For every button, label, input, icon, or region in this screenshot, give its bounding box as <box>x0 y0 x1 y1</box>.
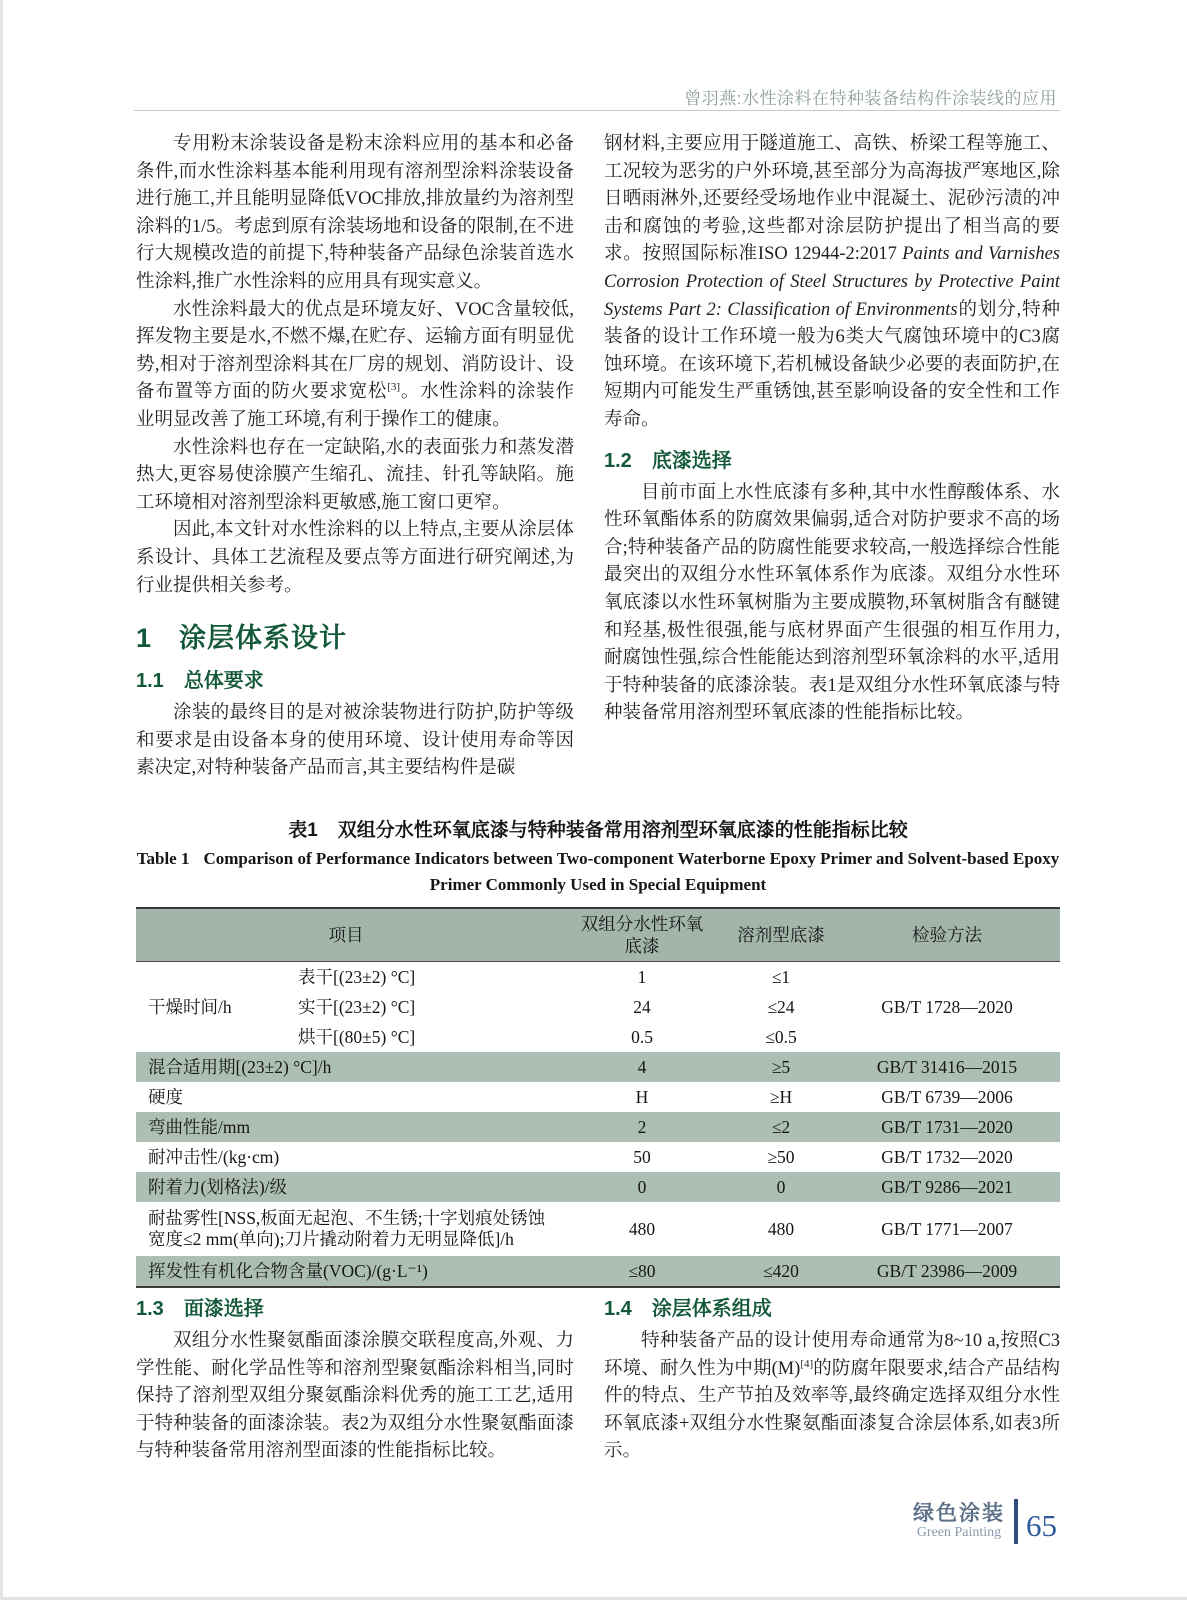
paragraph <box>136 297 574 435</box>
header-rule <box>134 110 1060 111</box>
table-caption-zh <box>136 818 1060 843</box>
section-number: 1.1 <box>136 670 164 693</box>
cell-item: 附着力(划格法)/级 <box>148 1177 288 1197</box>
cell-waterborne: 480 <box>628 1219 656 1239</box>
cell-item: 弯曲性能/mm <box>148 1117 251 1137</box>
bottom-two-columns <box>136 1283 1060 1466</box>
column-left <box>136 131 574 813</box>
section-number: 1 <box>136 623 152 654</box>
cell-item: 混合适用期[(23±2) °C]/h <box>148 1057 332 1077</box>
cell-waterborne: 1 <box>637 967 647 987</box>
cell-solvent: 0 <box>776 1177 786 1197</box>
cell-subitem: 实干[(23±2) °C] <box>298 997 416 1017</box>
cell-method: GB/T 31416—2015 <box>876 1057 1018 1077</box>
section-heading-1-4 <box>604 1292 1060 1321</box>
table-caption-label: Table 1 <box>136 849 190 868</box>
paragraph: 水性涂料也存在一定缺陷,水的表面张力和蒸发潜热大,更容易使涂膜产生缩孔、流挂、针孔等缺陷。施工环境相对溶剂型涂料更敏感,施工窗口更窄。 <box>136 437 574 513</box>
section-title: 涂层体系设计 <box>179 623 348 654</box>
section-heading-1-1 <box>136 664 574 693</box>
table-caption-label: 表1 <box>288 820 318 841</box>
cell-subitem: 表干[(23±2) °C] <box>298 967 416 987</box>
cell-waterborne: 24 <box>633 997 651 1017</box>
column-header-waterborne: 双组分水性环氧底漆 <box>556 908 728 962</box>
column-right-bottom <box>604 1283 1060 1466</box>
cell-solvent: 480 <box>767 1219 795 1239</box>
table-row <box>136 1172 1060 1202</box>
table-row <box>136 1052 1060 1082</box>
section-heading-1-3 <box>136 1292 574 1321</box>
column-header-item: 项目 <box>136 908 556 962</box>
cell-waterborne: ≤80 <box>628 1261 656 1281</box>
paragraph: 双组分水性聚氨酯面漆涂膜交联程度高,外观、力学性能、耐化学品性等和溶剂型聚氨酯涂料相当,同时保持了溶剂型双组分聚氨酯涂料优秀的施工工艺,适用于特种装备的面漆涂装。表2为双组分水性聚氨酯面漆与特种装备常用溶剂型面漆的性能指标比较。 <box>136 1331 574 1462</box>
section-title: 面漆选择 <box>183 1298 264 1320</box>
cell-solvent: ≤2 <box>771 1117 791 1137</box>
cell-subitem: 烘干[(80±5) °C] <box>298 1027 416 1047</box>
page-number: 65 <box>1026 1507 1057 1543</box>
paragraph: 专用粉末涂装设备是粉末涂料应用的基本和必备条件,而水性涂料基本能利用现有溶剂型涂料涂装设备进行施工,并且能明显降低VOC排放,排放量约为溶剂型涂料的1/5。考虑到原有涂装场地和设备的限制,在不进行大规模改造的前提下,特种装备产品绿色涂装首选水性涂料,推广水性涂料的应用具有现实意义。 <box>136 134 574 292</box>
cell-waterborne: 2 <box>637 1117 647 1137</box>
table-row <box>136 1202 1060 1256</box>
section-title: 涂层体系组成 <box>651 1298 772 1320</box>
paragraph: 目前市面上水性底漆有多种,其中水性醇酸体系、水性环氧酯体系的防腐效果偏弱,适合对防护要求不高的场合;特种装备产品的防腐性能要求较高,一般选择综合性能最突出的双组分水性环氧体系作为底漆。双组分水性环氧底漆以水性环氧树脂为主要成膜物,环氧树脂含有醚键和羟基,极性很强,能与底材界面产生很强的相互作用力,耐腐蚀性强,综合性能能达到溶剂型环氧涂料的水平,适用于特种装备的底漆涂装。表1是双组分水性环氧底漆与特种装备常用溶剂型环氧底漆的性能指标比较。 <box>604 482 1060 724</box>
section-number: 1.2 <box>604 449 632 472</box>
column-header-solvent: 溶剂型底漆 <box>728 908 834 962</box>
table-caption-text: Comparison of Performance Indicators between Two-component Waterborne Epoxy Primer and Solvent-based Epoxy Primer Commonly Used in Special Equipment <box>203 849 1060 894</box>
cell-method: GB/T 9286—2021 <box>881 1177 1013 1197</box>
paragraph-text: 。水性涂料的涂装作业明显改善了施工环境,有利于操作工的健康。 <box>136 382 574 430</box>
cell-solvent: ≤420 <box>763 1261 799 1281</box>
cell-solvent: ≤24 <box>767 997 795 1017</box>
paragraph-text: 特种装备产品的设计使用寿命通常为8~10 a,按照C3环境、耐久性为中期(M) <box>604 1331 1060 1379</box>
cell-method: GB/T 23986—2009 <box>876 1261 1018 1281</box>
column-header-method: 检验方法 <box>834 908 1060 962</box>
cell-waterborne: 50 <box>633 1147 651 1167</box>
section-heading-1-2 <box>604 444 1060 473</box>
cell-waterborne: 4 <box>637 1057 647 1077</box>
cell-waterborne: 0.5 <box>631 1027 653 1047</box>
table1-block <box>136 818 1060 1288</box>
cell-solvent: ≥H <box>769 1087 793 1107</box>
cell-item: 挥发性有机化合物含量(VOC)/(g·L⁻¹) <box>148 1261 428 1281</box>
section-number: 1.3 <box>136 1298 164 1320</box>
table-row <box>136 1082 1060 1112</box>
table-header-row <box>136 908 1060 962</box>
cell-method: GB/T 1732—2020 <box>881 1147 1013 1167</box>
paragraph: 因此,本文针对水性涂料的以上特点,主要从涂层体系设计、具体工艺流程及要点等方面进行研究阐述,为行业提供相关参考。 <box>136 520 574 596</box>
column-right <box>604 131 1060 813</box>
cell-method: GB/T 1728—2020 <box>881 997 1013 1017</box>
journal-name-zh: 绿色涂装 <box>913 1501 1005 1525</box>
journal-footer <box>913 1499 1057 1544</box>
cell-solvent: ≥50 <box>767 1147 795 1167</box>
cell-item: 耐冲击性/(kg·cm) <box>148 1147 280 1167</box>
paragraph-text: 的防腐年限要求,结合产品结构件的特点、生产节拍及效率等,最终确定选择双组分水性环氧底漆+双组分水性聚氨酯面漆复合涂层体系,如表3所示。 <box>604 1358 1060 1462</box>
main-two-columns <box>136 131 1060 813</box>
cell-item-group: 干燥时间/h <box>148 997 232 1017</box>
cell-solvent: ≥5 <box>771 1057 791 1077</box>
paragraph <box>604 131 1060 435</box>
paragraph <box>604 1328 1060 1466</box>
column-left-bottom <box>136 1283 574 1466</box>
table-caption-text: 双组分水性环氧底漆与特种装备常用溶剂型环氧底漆的性能指标比较 <box>337 820 908 841</box>
table-row <box>136 1142 1060 1172</box>
table-row <box>136 1112 1060 1142</box>
section-title: 总体要求 <box>183 670 264 693</box>
reference-superscript: [3] <box>387 381 401 394</box>
table-row <box>136 962 1060 993</box>
paragraph: 涂装的最终目的是对被涂装物进行防护,防护等级和要求是由设备本身的使用环境、设计使用寿命等因素决定,对特种装备产品而言,其主要结构件是碳 <box>136 703 574 779</box>
running-title: 曾羽燕:水性涂料在特种装备结构件涂装线的应用 <box>684 89 1057 108</box>
table-caption-en <box>136 846 1060 898</box>
journal-name-en: Green Painting <box>916 1524 1002 1540</box>
cell-method: GB/T 1771—2007 <box>881 1219 1013 1239</box>
footer-divider-bar <box>1014 1499 1018 1544</box>
performance-comparison-table <box>136 907 1060 1288</box>
cell-item: 硬度 <box>148 1087 183 1107</box>
paragraph-text: 水性涂料最大的优点是环境友好、VOC含量较低,挥发物主要是水,不燃不爆,在贮存、运输方面有明显优势,相对于溶剂型涂料其在厂房的规划、消防设计、设备布置等方面的防火要求宽松 <box>136 299 574 403</box>
cell-method: GB/T 6739—2006 <box>881 1087 1013 1107</box>
section-number: 1.4 <box>604 1298 632 1320</box>
section-title: 底漆选择 <box>651 449 732 472</box>
section-heading-1 <box>136 616 574 655</box>
cell-waterborne: H <box>635 1087 649 1107</box>
paragraph-text: 的划分,特种装备的设计工作环境一般为6类大气腐蚀环境中的C3腐蚀环境。在该环境下,若机械设备缺少必要的表面防护,在短期内可能发生严重锈蚀,甚至影响设备的安全性和工作寿命。 <box>604 299 1060 430</box>
paragraph-text: 钢材料,主要应用于隧道施工、高铁、桥梁工程等施工、工况较为恶劣的户外环境,甚至部分为高海拔严寒地区,除日晒雨淋外,还要经受场地作业中混凝土、泥砂污渍的冲击和腐蚀的考验,这些都对涂层防护提出了相当高的要求。按照国际标准ISO 12944-2:2017 <box>604 134 1060 265</box>
journal-logo <box>913 1503 1005 1541</box>
reference-superscript: [4] <box>800 1357 814 1370</box>
cell-item: 耐盐雾性[NSS,板面无起泡、不生锈;十字划痕处锈蚀宽度≤2 mm(单向);刀片撬动附着力无明显降低]/h <box>148 1208 546 1249</box>
cell-waterborne: 0 <box>637 1177 647 1197</box>
cell-solvent: ≤0.5 <box>765 1027 797 1047</box>
standard-title-italic: Paints and Varnishes Corrosion Protection of Steel Structures by Protective Paint Systems Part 2: Classification of Environments <box>604 244 1060 320</box>
cell-solvent: ≤1 <box>771 967 791 987</box>
cell-method: GB/T 1731—2020 <box>881 1117 1013 1137</box>
